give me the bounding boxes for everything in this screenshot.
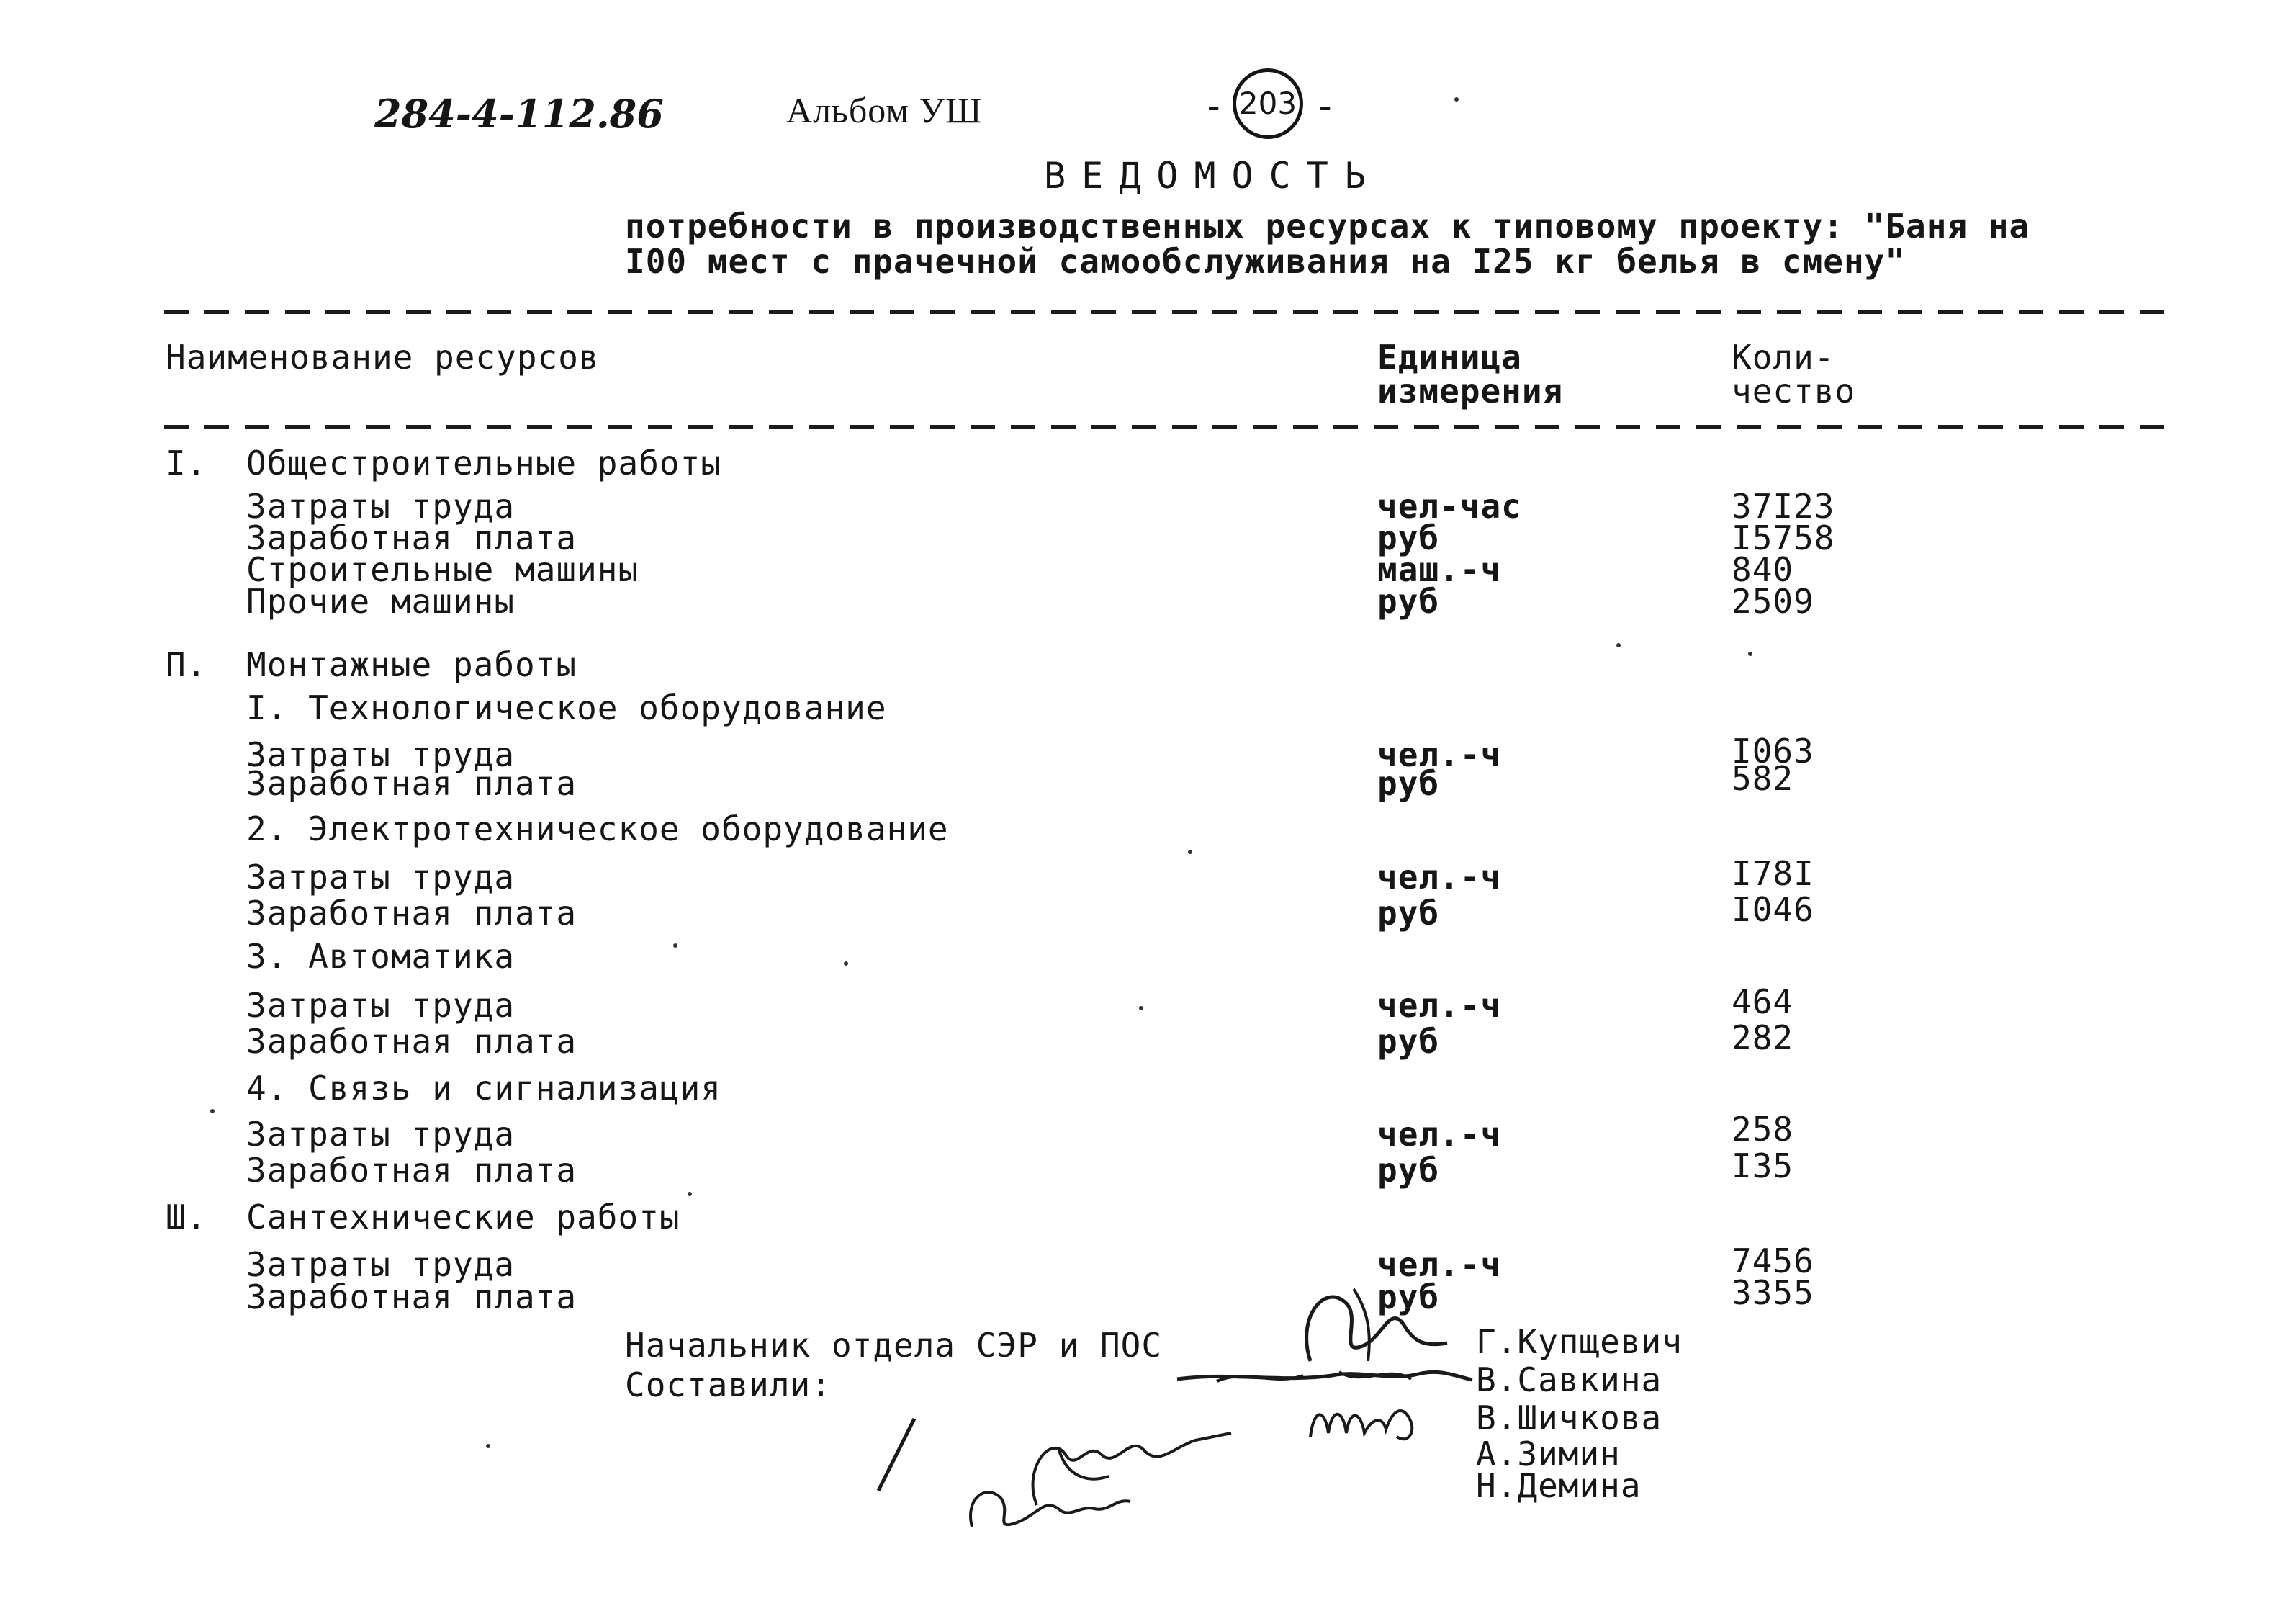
scan-speck xyxy=(1454,97,1459,102)
section-title: Монтажные работы xyxy=(246,645,577,684)
resource-name: Затраты труда xyxy=(246,1115,516,1154)
resource-unit: чел.-ч xyxy=(1377,1115,1502,1154)
signatory-name: А.Зимин xyxy=(1476,1435,1621,1473)
resource-name: Заработная плата xyxy=(246,519,577,557)
handwritten-signature-demina xyxy=(958,1469,1145,1541)
resource-name: Затраты труда xyxy=(246,735,516,774)
resource-quantity: I35 xyxy=(1732,1146,1794,1185)
resource-name: Заработная плата xyxy=(246,1022,577,1061)
resource-quantity: I78I xyxy=(1732,854,1814,893)
column-header-unit-line1: Единица xyxy=(1377,338,1522,377)
column-header-qty-line2: чество xyxy=(1732,372,1856,410)
resource-name: Заработная плата xyxy=(246,1278,577,1316)
resource-unit: маш.-ч xyxy=(1377,550,1502,589)
scan-speck xyxy=(1188,850,1192,854)
scan-speck xyxy=(673,943,677,948)
document-subtitle-line2: I00 мест с прачечной самообслуживания на I25 кг белья в смену" xyxy=(625,242,1906,281)
resource-unit: чел.-ч xyxy=(1377,1245,1502,1284)
scan-speck xyxy=(844,961,848,966)
page-dash-left: - xyxy=(1202,85,1226,128)
subsection-title: 4. Связь и сигнализация xyxy=(246,1069,721,1108)
signatory-name: В.Савкина xyxy=(1476,1360,1662,1399)
resource-quantity: 464 xyxy=(1732,982,1794,1021)
resource-quantity: 582 xyxy=(1732,759,1794,798)
resource-name: Затраты труда xyxy=(246,858,516,897)
scan-speck xyxy=(1616,643,1621,647)
resource-name: Заработная плата xyxy=(246,764,577,803)
resource-unit: чел-час xyxy=(1377,487,1522,526)
resource-quantity: 3355 xyxy=(1732,1273,1814,1312)
resource-quantity: 2509 xyxy=(1732,582,1814,621)
signatory-name: Г.Купщевич xyxy=(1476,1322,1683,1361)
resource-name: Затраты труда xyxy=(246,1245,516,1284)
resource-unit: руб xyxy=(1377,1022,1440,1061)
resource-unit: чел.-ч xyxy=(1377,986,1502,1025)
scan-speck xyxy=(688,1192,692,1196)
signatory-name: В.Шичкова xyxy=(1476,1399,1662,1437)
header-dashed-rule xyxy=(164,425,2173,429)
resource-name: Заработная плата xyxy=(246,1151,577,1190)
resource-name: Прочие машины xyxy=(246,582,516,621)
page-number: 203 xyxy=(1233,68,1303,139)
document-title: ВЕДОМОСТЬ xyxy=(1044,155,1382,197)
subsection-title: 3. Автоматика xyxy=(246,937,516,976)
scan-speck xyxy=(486,1444,490,1448)
column-header-name: Наименование ресурсов xyxy=(166,338,600,377)
document-code: 284-4-112.86 xyxy=(374,91,664,137)
scan-speck xyxy=(1748,652,1752,656)
resource-name: Заработная плата xyxy=(246,894,577,933)
resource-quantity: I5758 xyxy=(1732,519,1835,557)
resource-quantity: 282 xyxy=(1732,1018,1794,1057)
resource-name: Затраты труда xyxy=(246,986,516,1025)
handwritten-signature-savkina xyxy=(1174,1354,1476,1397)
section-title: Сантехнические работы xyxy=(246,1198,680,1236)
column-header-qty-line1: Коли- xyxy=(1732,338,1835,377)
resource-quantity: 37I23 xyxy=(1732,487,1835,526)
resource-unit: чел.-ч xyxy=(1377,735,1502,774)
resource-name: Затраты труда xyxy=(246,487,516,526)
column-header-unit-line2: измерения xyxy=(1377,372,1564,410)
resource-name: Строительные машины xyxy=(246,550,639,589)
section-numeral: П. xyxy=(166,645,207,684)
resource-quantity: 840 xyxy=(1732,550,1794,589)
resource-unit: руб xyxy=(1377,582,1440,621)
resource-unit: руб xyxy=(1377,764,1440,803)
top-dashed-rule xyxy=(164,310,2173,314)
resource-unit: руб xyxy=(1377,1151,1440,1190)
resource-quantity: 258 xyxy=(1732,1110,1794,1149)
section-numeral: Ш. xyxy=(166,1198,207,1236)
subsection-title: 2. Электротехническое оборудование xyxy=(246,809,949,848)
section-title: Общестроительные работы xyxy=(246,444,721,482)
signatory-name: Н.Демина xyxy=(1476,1466,1642,1505)
resource-quantity: 7456 xyxy=(1732,1242,1814,1280)
resource-unit: чел.-ч xyxy=(1377,858,1502,897)
resource-quantity: I046 xyxy=(1732,890,1814,929)
scan-speck xyxy=(1139,1006,1143,1010)
album-label: Альбом УШ xyxy=(786,90,983,130)
handwritten-signature-shichkova xyxy=(1303,1393,1426,1451)
resource-quantity: I063 xyxy=(1732,732,1814,771)
page-dash-right: - xyxy=(1314,85,1338,128)
subsection-title: I. Технологическое оборудование xyxy=(246,688,887,727)
scan-speck xyxy=(210,1109,215,1113)
document-subtitle-line1: потребности в производственных ресурсах к типовому проекту: "Баня на xyxy=(625,207,2030,246)
section-numeral: I. xyxy=(166,444,207,482)
head-of-department-label: Начальник отдела СЭР и ПОС xyxy=(625,1326,1163,1365)
resource-unit: руб xyxy=(1377,894,1440,933)
resource-unit: руб xyxy=(1377,519,1440,557)
compiled-by-label: Составили: xyxy=(625,1365,832,1404)
resource-unit: руб xyxy=(1377,1278,1440,1316)
